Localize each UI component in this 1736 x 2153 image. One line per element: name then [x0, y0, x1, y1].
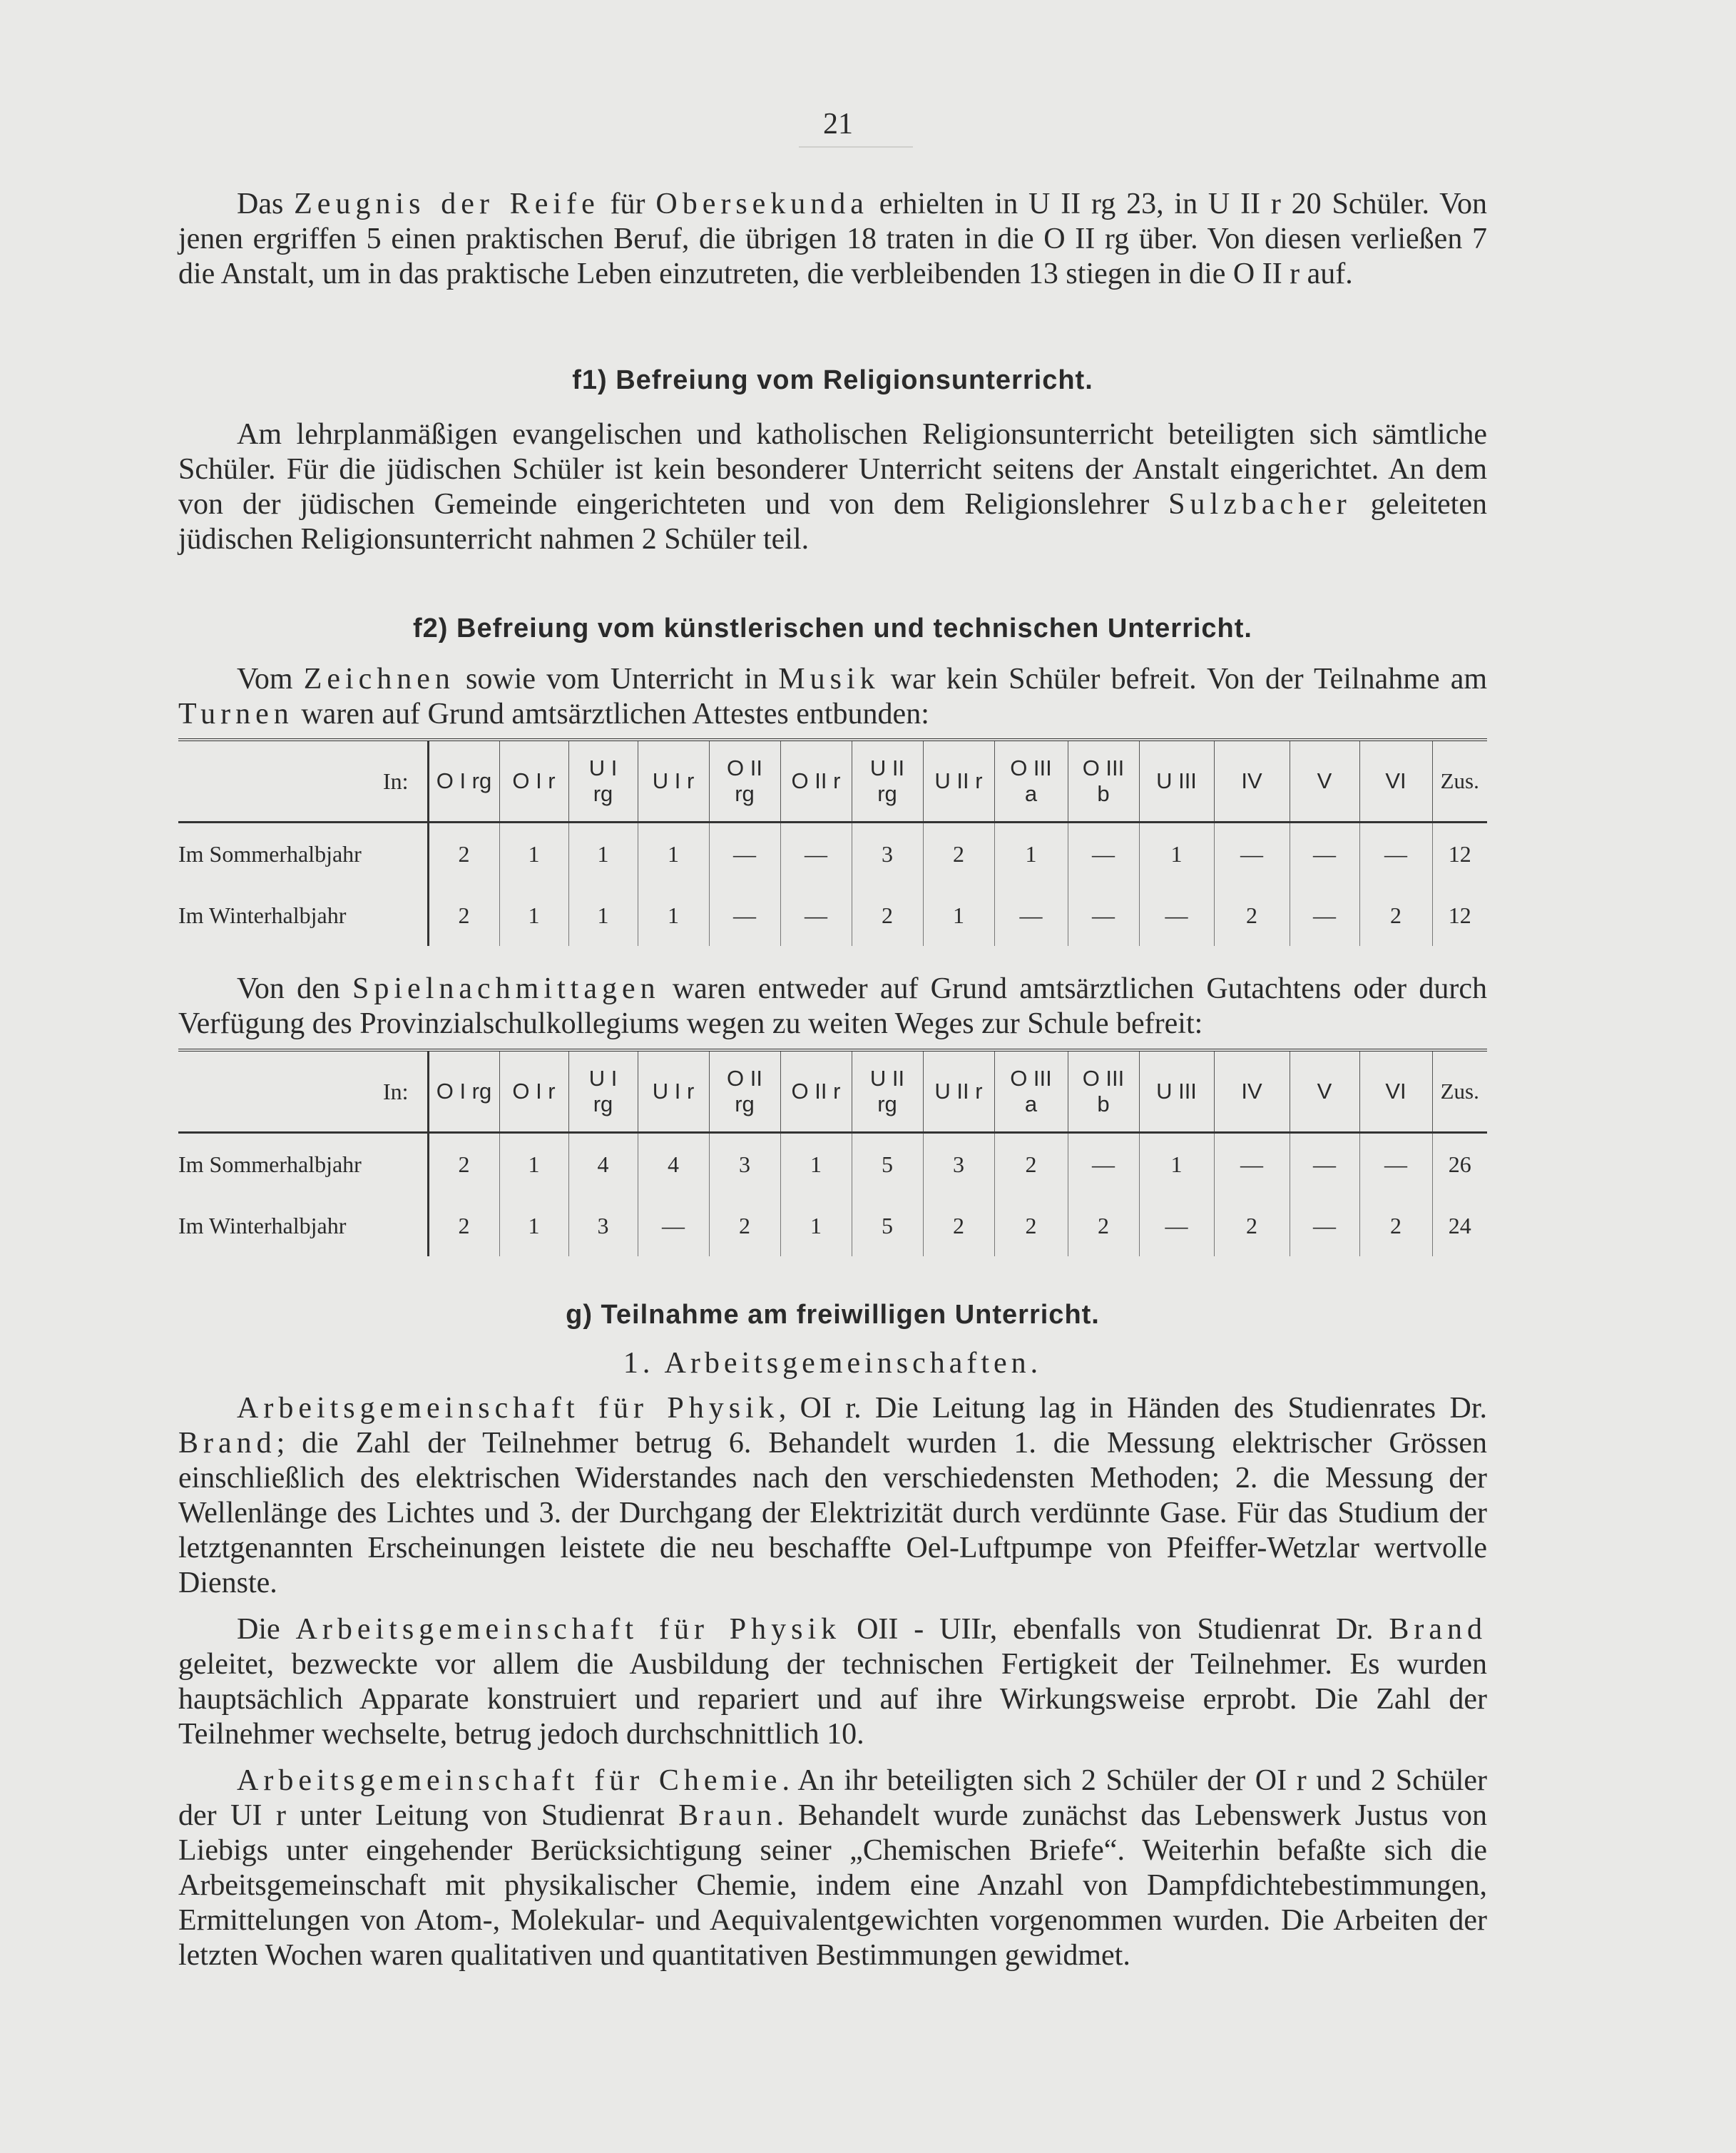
column-header: O III b [1068, 1050, 1139, 1133]
paragraph-text [178, 662, 1487, 732]
table-cell: — [780, 885, 852, 946]
table-row [178, 1195, 1487, 1256]
text-run: geleiteten jüdischen Religionsunterricht nahmen 2 Schüler teil. [178, 488, 1487, 556]
table-cell: 1 [923, 885, 994, 946]
text-run: war kein Schüler befreit. Von der Teilnahme am [879, 663, 1488, 696]
table-cell: 1 [1139, 1133, 1214, 1196]
table-cell: — [1139, 1195, 1214, 1256]
text-run: waren auf Grund amtsärztlichen Attestes entbunden: [293, 698, 929, 731]
spaced-emphasis: Braun [678, 1799, 777, 1832]
column-header: O I r [499, 740, 568, 823]
text-run: sowie vom Unterricht in [454, 663, 779, 696]
f1-paragraph [178, 417, 1487, 557]
table-cell: 1 [780, 1133, 852, 1196]
row-label: Im Winterhalbjahr [178, 1212, 347, 1238]
column-header: O III a [994, 1050, 1068, 1133]
table-row [178, 885, 1487, 946]
spaced-emphasis: Arbeitsgemeinschaft für Physik [295, 1613, 842, 1646]
text-run: Die [237, 1613, 296, 1646]
text-run: für [599, 188, 656, 220]
text-run: , OI r. Die Leitung lag in Händen des Studienrates Dr. [778, 1392, 1487, 1425]
table-cell: 12 [1432, 885, 1487, 946]
row-label: Im Sommerhalbjahr [178, 1151, 362, 1177]
column-header: O III b [1068, 740, 1139, 823]
table-cell: 12 [1432, 823, 1487, 885]
paragraph-chemie [178, 1763, 1487, 1973]
column-header: U I rg [568, 1050, 638, 1133]
table-cell: 24 [1432, 1195, 1487, 1256]
table-row [178, 1133, 1487, 1196]
table-cell: 2 [852, 885, 923, 946]
table-cell: — [1290, 823, 1359, 885]
intro-paragraph [178, 187, 1487, 292]
table-turnen [178, 738, 1487, 946]
spaced-emphasis: Brand [178, 1427, 277, 1460]
table-cell: 2 [1214, 885, 1290, 946]
table-cell: 2 [428, 823, 499, 885]
table-cell: — [709, 885, 780, 946]
table-cell: — [1068, 885, 1139, 946]
table-cell: 2 [1214, 1195, 1290, 1256]
column-header: V [1290, 1050, 1359, 1133]
spaced-emphasis: Musik [778, 663, 880, 696]
spaced-emphasis: Zeichnen [303, 663, 455, 696]
spaced-emphasis: Sulzbacher [1168, 488, 1352, 521]
column-header: U I r [638, 1050, 709, 1133]
table-cell: 2 [428, 885, 499, 946]
column-header: U I rg [568, 740, 638, 823]
heading-g: g) Teilnahme am freiwilligen Unterricht. [566, 1300, 1100, 1330]
table-cell: 1 [499, 1195, 568, 1256]
table-cell: 5 [852, 1195, 923, 1256]
column-header: Zus. [1432, 740, 1487, 823]
table-cell: 2 [428, 1195, 499, 1256]
table-cell: 2 [923, 823, 994, 885]
column-header: O II rg [709, 740, 780, 823]
column-header: U II rg [852, 740, 923, 823]
table-header-label: In: [178, 1050, 428, 1133]
text-run: geleitet, bezweckte vor allem die Ausbildung der technischen Fertigkeit der Teilnehmer. Es wurden hauptsächlich Apparate konstruiert und repariert und auf ihre Wirkungsweise erprobt. Die Zahl der Teilnehmer wechselte, betrug jedoch durchschnittlich 10. [178, 1648, 1487, 1751]
page-number: 21 [823, 108, 853, 141]
column-header: O II rg [709, 1050, 780, 1133]
table-cell: — [994, 885, 1068, 946]
table-cell: 1 [1139, 823, 1214, 885]
text-run: OII - UIIr, ebenfalls von Studienrat Dr. [841, 1613, 1389, 1646]
table-cell: — [1359, 1133, 1432, 1196]
table-cell: 1 [568, 823, 638, 885]
table-cell: — [1290, 1133, 1359, 1196]
heading-f1: f1) Befreiung vom Religionsunterricht. [572, 365, 1093, 395]
table-cell: 1 [568, 885, 638, 946]
table-cell: 1 [499, 885, 568, 946]
text-run: Am lehrplanmäßigen evangelischen und katholischen Religionsunterricht beteiligten sich sämtliche Schüler. Für die jüdischen Schüler ist kein besonderer Unterricht seitens der Anstalt eingerichtet. An dem von der jüdischen Gemeinde eingerichteten und von dem Religionslehrer [178, 418, 1487, 521]
column-header: O I r [499, 1050, 568, 1133]
paragraph-text [178, 187, 1487, 292]
text-run: waren entweder auf Grund amtsärztlichen Gutachtens oder durch Verfügung des Provinzialschulkollegiums wegen zu weiten Weges zur Schule befreit: [178, 972, 1487, 1040]
table-cell: 2 [994, 1133, 1068, 1196]
column-header: O I rg [428, 1050, 499, 1133]
text-run: Von den [237, 972, 353, 1005]
g-paragraphs [178, 1391, 1487, 1973]
column-header: IV [1214, 740, 1290, 823]
row-label: Im Sommerhalbjahr [178, 840, 362, 867]
column-header: O II r [780, 740, 852, 823]
table-cell: — [1290, 885, 1359, 946]
column-header: IV [1214, 1050, 1290, 1133]
table-cell: 2 [1359, 1195, 1432, 1256]
table-cell: — [1139, 885, 1214, 946]
column-header: U I r [638, 740, 709, 823]
table-cell: 2 [428, 1133, 499, 1196]
heading-f2: f2) Befreiung vom künstlerischen und technischen Unterricht. [413, 614, 1252, 643]
spaced-emphasis: Obersekunda [655, 188, 869, 220]
column-header: O I rg [428, 740, 499, 823]
table-cell: — [780, 823, 852, 885]
column-header: O III a [994, 740, 1068, 823]
table-cell: 3 [852, 823, 923, 885]
table-row [178, 823, 1487, 885]
table-header-row [178, 1050, 1487, 1133]
table-cell: — [1214, 823, 1290, 885]
column-header: U III [1139, 1050, 1214, 1133]
spaced-emphasis: Spielnachmittagen [352, 972, 660, 1005]
table-cell: 1 [499, 823, 568, 885]
table-cell: 1 [780, 1195, 852, 1256]
text-run: erhielten in U II rg 23, in U II r 20 Schüler. Von jenen ergriffen 5 einen praktischen Beruf, die übrigen 18 traten in die O II rg über. Von diesen verließen 7 die Anstalt, um in das praktische Leben einzutreten, die verbleibenden 13 stiegen in die O II r auf. [178, 188, 1487, 290]
spaced-emphasis: Zeugnis der Reife [294, 188, 600, 220]
table-cell: 2 [994, 1195, 1068, 1256]
column-header: U II rg [852, 1050, 923, 1133]
table-cell: — [1359, 823, 1432, 885]
table-spiel [178, 1049, 1487, 1256]
table-cell: — [1214, 1133, 1290, 1196]
table-cell: 3 [923, 1133, 994, 1196]
page-number-rule [799, 146, 913, 148]
table-cell: 4 [638, 1133, 709, 1196]
text-run: Das [237, 188, 295, 220]
row-label: Im Winterhalbjahr [178, 902, 347, 928]
paragraph-physik-oir [178, 1391, 1487, 1601]
table-cell: 2 [1359, 885, 1432, 946]
table-cell: — [709, 823, 780, 885]
table-cell: 3 [709, 1133, 780, 1196]
table-cell: 26 [1432, 1133, 1487, 1196]
table-header-row [178, 740, 1487, 823]
table-cell: 1 [499, 1133, 568, 1196]
paragraph-physik-oii [178, 1612, 1487, 1752]
table-cell: — [1068, 823, 1139, 885]
table-cell: 2 [1068, 1195, 1139, 1256]
table-cell: — [1290, 1195, 1359, 1256]
column-header: O II r [780, 1050, 852, 1133]
table-cell: 1 [994, 823, 1068, 885]
column-header: Zus. [1432, 1050, 1487, 1133]
table-cell: 2 [709, 1195, 780, 1256]
column-header: VI [1359, 740, 1432, 823]
table-header-label: In: [178, 740, 428, 823]
table-cell: 2 [923, 1195, 994, 1256]
spiel-paragraph [178, 972, 1487, 1042]
table-cell: 5 [852, 1133, 923, 1196]
table-cell: 3 [568, 1195, 638, 1256]
spaced-emphasis: Brand [1389, 1613, 1487, 1646]
spaced-emphasis: Arbeitsgemeinschaft für Chemie [237, 1764, 782, 1797]
column-header: U II r [923, 740, 994, 823]
text-run: Vom [237, 663, 304, 696]
table-cell: 1 [638, 885, 709, 946]
f2-paragraph [178, 662, 1487, 732]
text-run: ; die Zahl der Teilnehmer betrug 6. Behandelt wurden 1. die Messung elektrischer Grössen einschließlich des elektrischen Widerstandes nach den verschiedensten Methoden; 2. die Messung der Wellenlänge des Lichtes und 3. der Durchgang der Elektrizität durch verdünnte Gase. Für das Studium der letztgenannten Erscheinungen leistete die neu beschaffte Oel-Luftpumpe von Pfeiffer-Wetzlar wertvolle Dienste. [178, 1427, 1487, 1599]
table-cell: 4 [568, 1133, 638, 1196]
column-header: V [1290, 740, 1359, 823]
table-cell: — [1068, 1133, 1139, 1196]
subheading-arbeitsgemeinschaften: 1. Arbeitsgemeinschaften. [623, 1347, 1043, 1380]
table-cell: 1 [638, 823, 709, 885]
paragraph-text [178, 417, 1487, 557]
column-header: U III [1139, 740, 1214, 823]
text-run: . Behandelt wurde zunächst das Lebenswerk Justus von Liebigs unter eingehender Berücksichtigung seiner „Chemischen Briefe“. Weiterhin befaßte sich die Arbeitsgemeinschaft mit physikalischer Chemie, indem eine Anzahl von Dampfdichtebestimmungen, Ermittelungen von Atom-, Molekular- und Aequivalentgewichten vorgenommen wurden. Die Arbeiten der letzten Wochen waren qualitativen und quantitativen Bestimmungen gewidmet. [178, 1799, 1488, 1972]
table-cell: — [638, 1195, 709, 1256]
column-header: VI [1359, 1050, 1432, 1133]
text-run: . An ihr beteiligten sich 2 Schüler der OI r und 2 Schüler der UI r unter Leitung von Studienrat [178, 1764, 1488, 1832]
column-header: U II r [923, 1050, 994, 1133]
spaced-emphasis: Arbeitsgemeinschaft für Physik [237, 1392, 779, 1425]
paragraph-text [178, 972, 1487, 1042]
spaced-emphasis: Turnen [178, 698, 294, 731]
